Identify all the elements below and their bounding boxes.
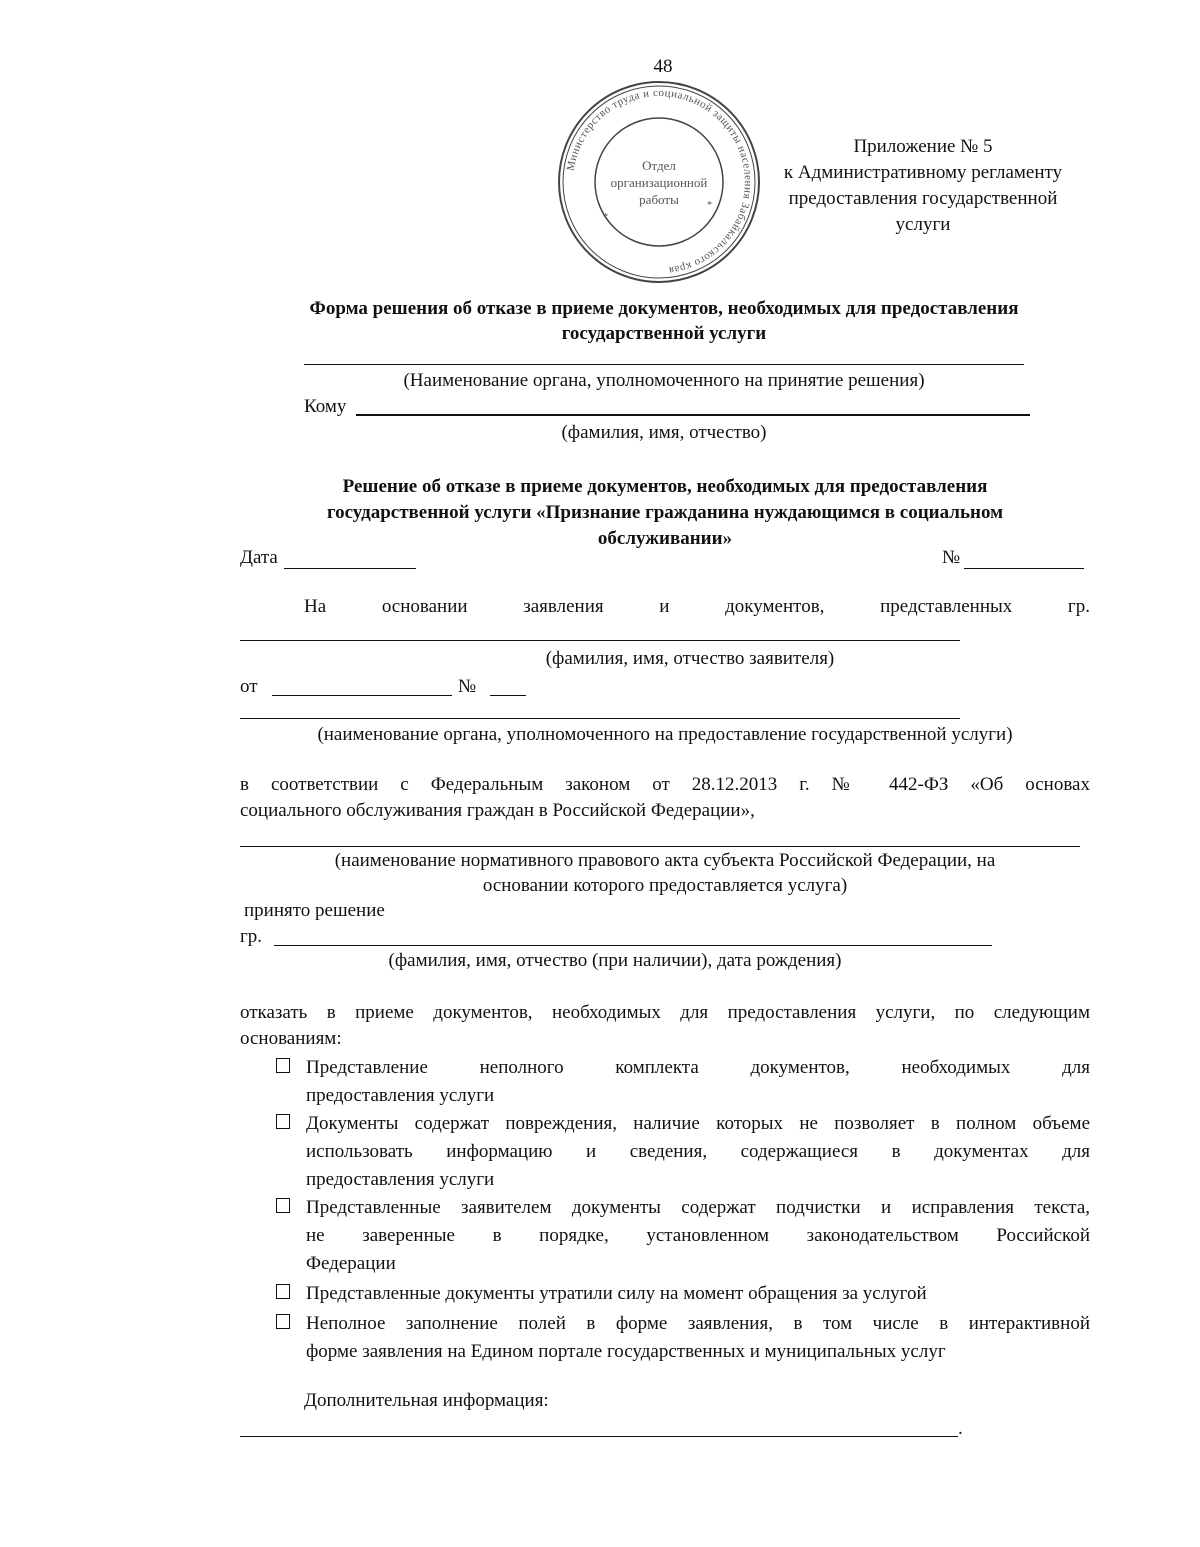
law-text-line-2: социального обслуживания граждан в Российской Федерации»,: [240, 800, 755, 821]
additional-info-label: Дополнительная информация:: [304, 1390, 549, 1411]
reason-text: Представление неполного комплекта документов, необходимых для: [306, 1057, 1090, 1078]
form-title-line-1: Форма решения об отказе в приеме документов, необходимых для предоставления: [309, 298, 1019, 319]
form-title: [240, 296, 1088, 346]
citizen-field[interactable]: [274, 945, 992, 946]
number-field[interactable]: [964, 568, 1084, 569]
reason-item: [276, 1280, 1090, 1310]
end-mark: .: [958, 1418, 963, 1439]
appendix-line-4: услуги: [895, 214, 951, 235]
appendix-line-1: Приложение № 5: [853, 136, 993, 157]
refuse-text-line-2: основаниям:: [240, 1028, 342, 1049]
additional-info-field[interactable]: [240, 1436, 958, 1437]
form-title-line-2: государственной услуги: [561, 323, 767, 344]
basis-word: представленных: [880, 596, 1013, 617]
law-text: [240, 772, 1090, 824]
basis-word: гр.: [1067, 596, 1090, 617]
reason-item: [276, 1194, 1090, 1278]
page-number: 48: [653, 56, 673, 77]
to-caption: (фамилия, имя, отчество): [561, 422, 767, 443]
from-number-label: №: [458, 676, 477, 697]
reason-text: форме заявления на Едином портале государственных и муниципальных услуг: [306, 1341, 946, 1362]
appendix-block: [760, 134, 1086, 238]
stamp-inner-line-3: работы: [639, 192, 679, 207]
reason-text: не заверенные в порядке, установленном законодательством Российской: [306, 1225, 1090, 1246]
reason-item: [276, 1310, 1090, 1366]
from-date-field[interactable]: [272, 695, 452, 696]
from-number-field[interactable]: [490, 695, 526, 696]
reason-checkbox[interactable]: [276, 1114, 290, 1129]
regional-act-caption-line-1: (наименование нормативного правового акта субъекта Российской Федерации, на: [334, 850, 996, 871]
svg-text:*: *: [603, 212, 608, 223]
reason-checkbox[interactable]: [276, 1284, 290, 1299]
decision-title-line-2: государственной услуги «Признание гражданина нуждающимся в социальном: [326, 502, 1004, 523]
reason-item: [276, 1054, 1090, 1110]
basis-word: заявления: [523, 596, 604, 617]
regional-act-caption-line-2: основании которого предоставляется услуга): [482, 875, 848, 896]
to-field[interactable]: [356, 414, 1030, 416]
reason-item: [276, 1110, 1090, 1194]
citizen-label: гр.: [240, 926, 263, 947]
decision-title: [240, 474, 1090, 552]
to-label: Кому: [304, 396, 347, 417]
basis-line: [304, 596, 1090, 618]
reason-text: Федерации: [306, 1253, 396, 1274]
appendix-line-3: предоставления государственной: [788, 188, 1058, 209]
authority-caption: (наименование органа, уполномоченного на предоставление государственной услуги): [317, 724, 1013, 745]
reason-text: Представленные заявителем документы содержат подчистки и исправления текста,: [306, 1197, 1090, 1218]
stamp-inner-line-1: Отдел: [642, 158, 676, 173]
refuse-text-line-1: отказать в приеме документов, необходимых для предоставления услуги, по следующим: [240, 1002, 1090, 1023]
reason-text: Документы содержат повреждения, наличие которых не позволяет в полном объеме: [306, 1113, 1090, 1134]
reason-text: использовать информацию и сведения, содержащиеся в документах для: [306, 1141, 1090, 1162]
basis-word: основании: [381, 596, 468, 617]
official-stamp: [555, 78, 763, 286]
organ-caption: (Наименование органа, уполномоченного на принятие решения): [403, 370, 925, 391]
refuse-text: [240, 1000, 1090, 1052]
citizen-caption: (фамилия, имя, отчество (при наличии), дата рождения): [388, 950, 842, 971]
regional-act-field[interactable]: [240, 846, 1080, 847]
appendix-line-2: к Административному регламенту: [783, 162, 1063, 183]
basis-word: и: [659, 596, 670, 617]
reason-text: предоставления услуги: [306, 1085, 495, 1106]
number-label: №: [942, 547, 961, 568]
applicant-caption: (фамилия, имя, отчество заявителя): [545, 648, 835, 669]
reason-text: Неполное заполнение полей в форме заявления, в том числе в интерактивной: [306, 1313, 1090, 1334]
stamp-outer-text: Министерство труда и социальной защиты населения Забайкальского края: [564, 86, 755, 277]
reason-checkbox[interactable]: [276, 1198, 290, 1213]
reason-checkbox[interactable]: [276, 1314, 290, 1329]
reason-text: предоставления услуги: [306, 1169, 495, 1190]
decision-title-line-3: обслуживании»: [597, 528, 733, 549]
date-field[interactable]: [284, 568, 416, 569]
regional-act-caption: [240, 848, 1090, 898]
basis-word: документов,: [725, 596, 825, 617]
date-label: Дата: [240, 547, 278, 568]
stamp-inner-line-2: организационной: [610, 175, 708, 190]
reason-text: Представленные документы утратили силу на момент обращения за услугой: [306, 1283, 927, 1304]
authority-field[interactable]: [240, 718, 960, 719]
svg-text:*: *: [707, 200, 712, 211]
basis-word: На: [304, 596, 327, 617]
from-label: от: [240, 676, 258, 697]
reason-checkbox[interactable]: [276, 1058, 290, 1073]
decision-made-label: принято решение: [244, 900, 385, 921]
decision-title-line-1: Решение об отказе в приеме документов, необходимых для предоставления: [342, 476, 988, 497]
law-text-line-1: в соответствии с Федеральным законом от 28.12.2013 г. № 442-ФЗ «Об основах: [240, 774, 1090, 795]
organ-name-field[interactable]: [304, 364, 1024, 365]
applicant-field[interactable]: [240, 640, 960, 641]
